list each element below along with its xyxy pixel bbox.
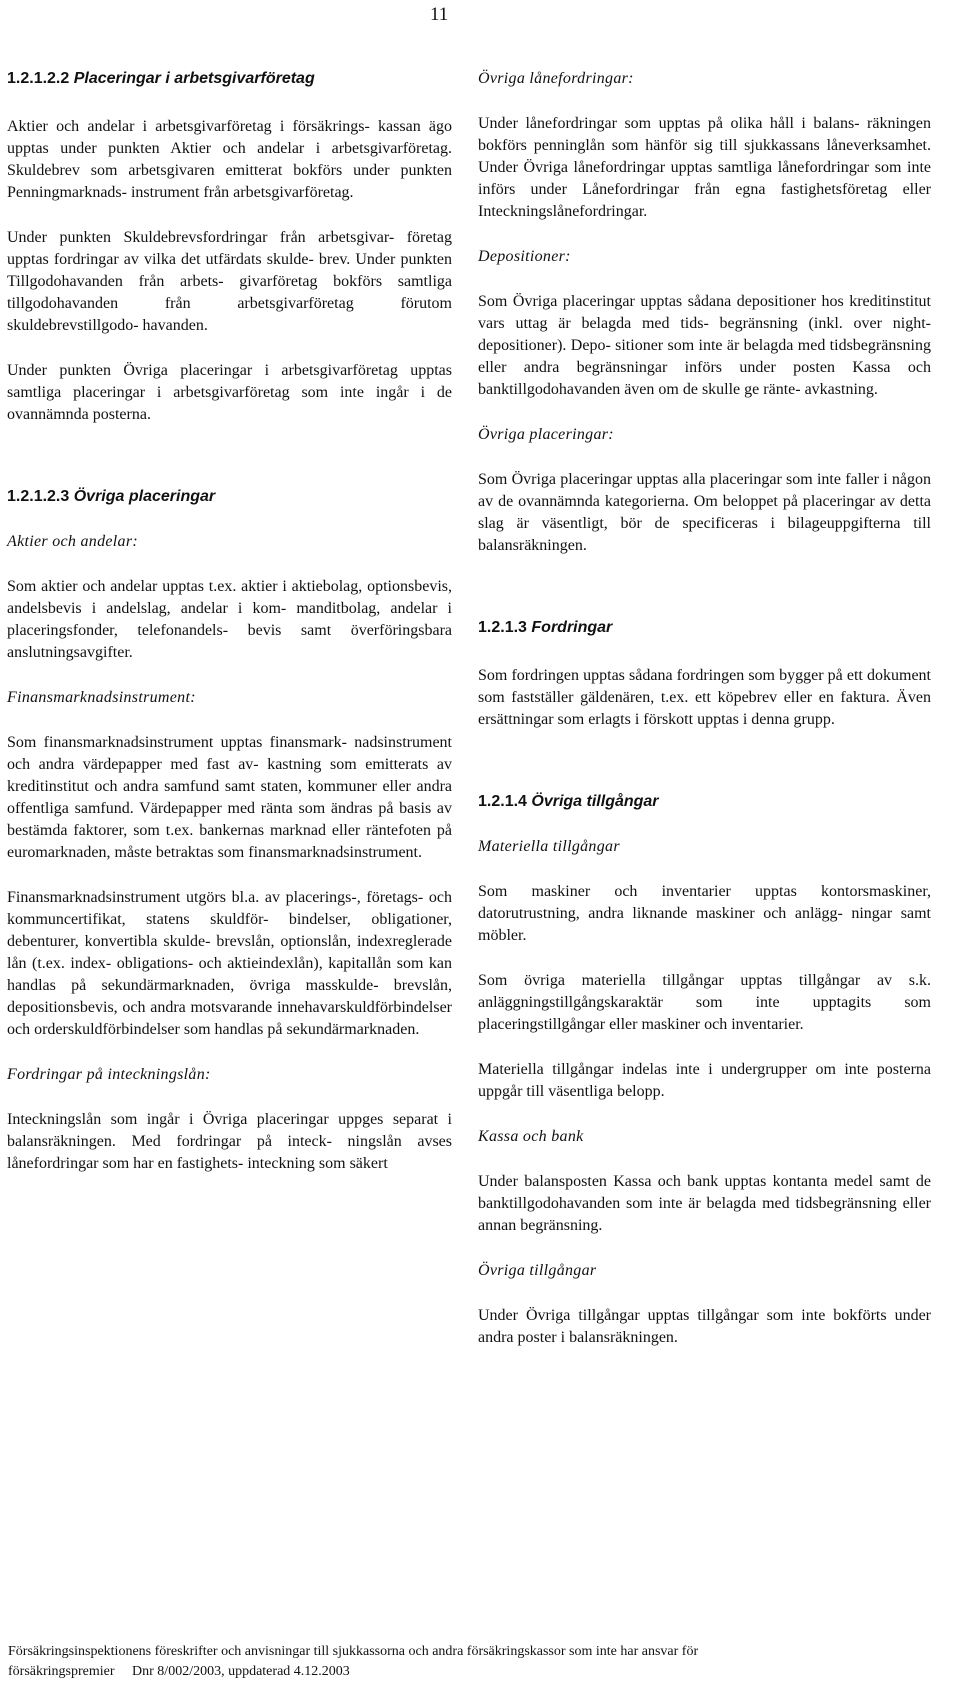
heading-number: 1.2.1.3 — [478, 619, 527, 636]
paragraph: Som övriga materiella tillgångar upptas tillgångar av s.k. anläggningstillgångskaraktär som inte upptagits som placeringstillgångar eller maskiner och inventarier. — [478, 972, 931, 1033]
subheading: Aktier och andelar: — [7, 533, 138, 550]
heading-title: Fordringar — [531, 619, 613, 636]
heading-number: 1.2.1.4 — [478, 793, 527, 810]
footer-line-2 — [8, 1662, 932, 1682]
page-footer — [8, 1642, 932, 1682]
subheading: Depositioner: — [478, 248, 571, 265]
heading-number: 1.2.1.2.2 — [7, 70, 70, 87]
footer-reference: Dnr 8/002/2003, uppdaterad 4.12.2003 — [132, 1664, 350, 1679]
section-heading-1-2-1-2-3 — [7, 486, 452, 508]
paragraph: Under balansposten Kassa och bank upptas kontanta medel samt de banktillgodohavanden som inte är belagda med tidsbegränsning eller annan begränsning. — [478, 1173, 931, 1234]
section-heading-1-2-1-2-2 — [7, 68, 452, 90]
paragraph: Aktier och andelar i arbetsgivarföretag i försäkrings- kassan ägo upptas under punkten Aktier och andelar i arbetsgivarföretag. Skuldebrev som arbetsgivaren emitterat bokförs under punkten Penningmarknads- instrument från arbetsgivarföretag. — [7, 118, 452, 201]
subheading: Finansmarknadsinstrument: — [7, 689, 196, 706]
paragraph: Materiella tillgångar indelas inte i undergrupper om inte posterna uppgår till väsentliga belopp. — [478, 1061, 931, 1100]
subheading: Materiella tillgångar — [478, 838, 620, 855]
subheading: Övriga placeringar: — [478, 426, 614, 443]
left-column — [7, 68, 452, 1175]
section-heading-1-2-1-3 — [478, 617, 931, 639]
paragraph: Som fordringen upptas sådana fordringen som bygger på ett dokument som fastställer gäldenären, t.ex. ett köpebrev eller en faktura. Även ersättningar som erlagts i förskott upptas i denna grupp. — [478, 667, 931, 728]
heading-title: Placeringar i arbetsgivarföretag — [73, 70, 315, 87]
subheading: Övriga lånefordringar: — [478, 70, 634, 87]
paragraph: Som Övriga placeringar upptas alla placeringar som inte faller i någon av de ovannämnda kategorierna. Om beloppet på placeringar av detta slag är väsentligt, bör de specificeras i bilageuppgifterna till balansräkningen. — [478, 471, 931, 554]
page-number: 11 — [430, 4, 449, 25]
subheading: Kassa och bank — [478, 1128, 584, 1145]
paragraph: Inteckningslån som ingår i Övriga placeringar uppges separat i balansräkningen. Med fordringar på inteck- ningslån avses lånefordringar som har en fastighets- inteckning som säkert — [7, 1111, 452, 1172]
paragraph: Som aktier och andelar upptas t.ex. aktier i aktiebolag, optionsbevis, andelsbevis i andelslag, andelar i kom- manditbolag, andelar i placeringsfonder, telefonandels- bevis samt överföringsbara anslutningsavgifter. — [7, 578, 452, 661]
heading-title: Övriga placeringar — [73, 488, 216, 505]
paragraph: Som Övriga placeringar upptas sådana depositioner hos kreditinstitut vars uttag är belagda med tids- begränsning (inkl. over night-depositioner). Depo- sitioner som inte är belagda med tidsbegränsning eller andra begränsningar införs under posten Kassa och banktillgodohavanden även om de skulle ge ränte- avkastning. — [478, 293, 931, 398]
paragraph: Som maskiner och inventarier upptas kontorsmaskiner, datorutrustning, andra liknande maskiner och anlägg- ningar samt möbler. — [478, 883, 931, 944]
footer-premiums: försäkringspremier — [8, 1664, 115, 1679]
paragraph: Under punkten Skuldebrevsfordringar från arbetsgivar- företag upptas fordringar av vilka det utfärdats skulde- brev. Under punkten Tillgodohavanden från arbets- givarföretag bokförs samtliga tillgodohavanden från arbetsgivarföretag förutom skuldebrevstillgodo- havanden. — [7, 229, 452, 334]
heading-title: Övriga tillgångar — [531, 793, 659, 810]
right-column — [478, 68, 931, 1349]
paragraph: Under lånefordringar som upptas på olika håll i balans- räkningen bokförs penninglån som hänför sig till sjukkassans låneverksamhet. Under Övriga lånefordringar upptas samtliga lånefordringar som inte införs under Lånefordringar från egna fastighetsföretag eller Inteckningslånefordringar. — [478, 115, 931, 220]
subheading: Fordringar på inteckningslån: — [7, 1066, 211, 1083]
subheading: Övriga tillgångar — [478, 1262, 597, 1279]
paragraph: Finansmarknadsinstrument utgörs bl.a. av placerings-, företags- och kommuncertifikat, statens skuldför- bindelser, obligationer, debenturer, konvertibla skulde- brevslån, optionslån, indexreglerade lån (t.ex. index- obligations- och aktieindexlån), kapitallån som kan handlas på sekundärmarknaden, övriga masskulde- brevslån, depositionsbevis, och andra motsvarande innehavarskuldförbindelser och orderskuldförbindelser som handlas på sekundärmarknaden. — [7, 889, 452, 1038]
paragraph: Under punkten Övriga placeringar i arbetsgivarföretag upptas samtliga placeringar i arbetsgivarföretag som inte ingår i de ovannämnda posterna. — [7, 362, 452, 423]
paragraph: Under Övriga tillgångar upptas tillgångar som inte bokförts under andra poster i balansräkningen. — [478, 1307, 931, 1346]
paragraph: Som finansmarknadsinstrument upptas finansmark- nadsinstrument och andra värdepapper med fast av- kastning som emitterats av kreditinstitut och andra samfund samt staten, kommuner eller andra offentliga samfund. Värdepapper med ränta som ändras på basis av bestämda faktorer, som t.ex. bankernas marknad eller räntefoten på euromarknaden, måste betraktas som finansmarknadsinstrument. — [7, 734, 452, 861]
heading-number: 1.2.1.2.3 — [7, 488, 70, 505]
footer-line-1: Försäkringsinspektionens föreskrifter och anvisningar till sjukkassorna och andra försäkringskassor som inte har ansvar för — [8, 1644, 699, 1659]
section-heading-1-2-1-4 — [478, 791, 931, 813]
